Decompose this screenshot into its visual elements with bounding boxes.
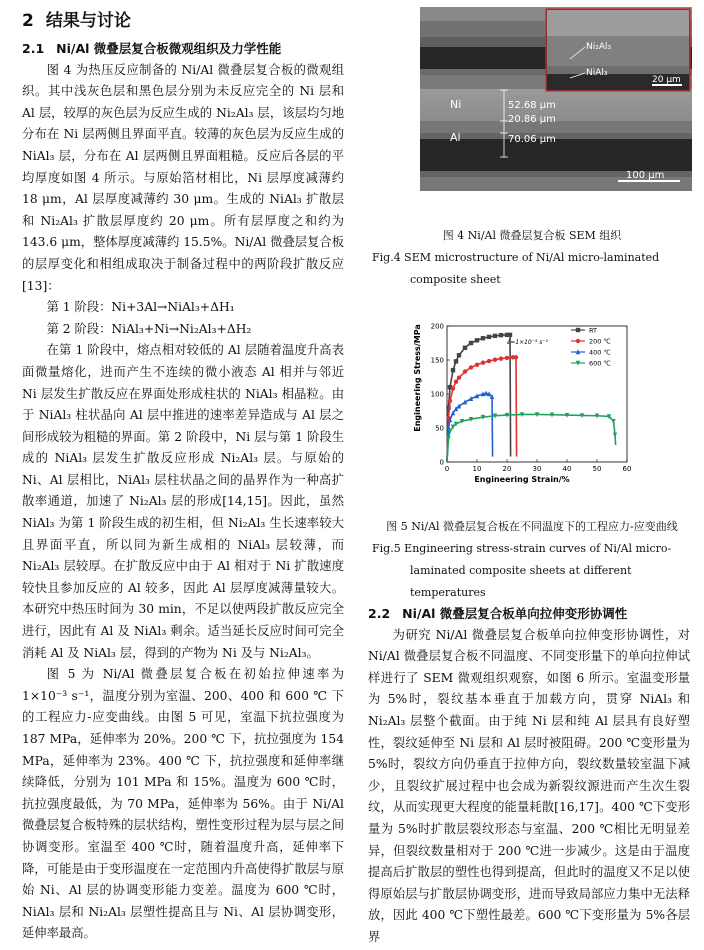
paragraph-1: 图 4 为热压反应制备的 Ni/Al 微叠层复合板的微观组织。其中浅灰色层和黑色层分别为未反应完全的 Ni 层和 Al 层，较厚的灰色层为反应生成的 Ni₂Al₃ 层，该层均匀地分布在 Ni 层两侧且界面平直。较薄的灰色层为反应生成的 NiAl₃ 层，分布在 Al 层两侧且界面粗糙。反应后各层的平均厚度如图 4 所示。与原始箔材相比，Ni 层厚度减薄约 18 μm，Al 层厚度减薄约 30 μm。生成的 NiAl₃ 扩散层和 Ni₂Al₃ 扩散层厚度约 20 μm。所有层厚度之和约为 143.6 μm，整体厚度减薄约 15.5%。Ni/Al 微叠层复合板的层厚变化和相组成取决于制备过程中的两阶段扩散反应[13]： xyxy=(22,62,344,293)
section-title xyxy=(22,6,131,31)
paragraph-right: 为研究 Ni/Al 微叠层复合板单向拉伸变形协调性，对 Ni/Al 微叠层复合板不同温度、不同变形量下的单向拉伸试样进行了 SEM 微观组织观察，如图 6 所示。室温变形量为 5%时，裂纹基本垂直于加载方向，贯穿 NiAl₃ 和 Ni₂Al₃ 层整个截面。由于纯 Ni 层和纯 Al 层具有良好塑性，裂纹延伸至 Ni 层和 Al 层时被阻碍。200 ℃变形量为 5%时，裂纹方向仍垂直于拉伸方向，裂纹数量较室温下减少，且裂纹扩展过程中也会成为新裂纹源进而产生次生裂纹，从而实现更大程度的能量耗散[16,17]。400 ℃下变形量为 5%时扩散层裂纹形态与室温、200 ℃相比无明显差异，但裂纹数量相对于 200 ℃进一步减少。这是由于温度提高后扩散层的塑性也得到提高，但此时的温度又不足以使得原始层与扩散层协调变形，进而导致局部应力集中无法释放，因此 400 ℃下塑性最差。600 ℃下变形量为 5%各层界 xyxy=(368,627,690,944)
fig4-measure-3: 70.06 μm xyxy=(508,134,556,145)
data-point xyxy=(487,359,491,363)
legend-entry: 600 ℃ xyxy=(589,359,611,368)
chart-marks xyxy=(446,327,617,463)
data-point xyxy=(508,333,512,337)
data-point xyxy=(451,386,455,390)
fig4-label-ni2al3: Ni₂Al₃ xyxy=(586,42,612,52)
section-number: 2 xyxy=(22,11,34,31)
data-point xyxy=(487,335,491,339)
data-point xyxy=(505,356,509,360)
series-line xyxy=(447,393,493,462)
legend-entry: 200 ℃ xyxy=(589,337,611,346)
subsection-2-1-title xyxy=(22,38,344,60)
subsection-number: 2.2 xyxy=(368,606,391,621)
x-tick-label: 10 xyxy=(472,465,482,473)
paragraph-2: 在第 1 阶段中，熔点相对较低的 Al 层随着温度升高表面微量熔化，进而产生不连续的微小液态 Al 相并与邻近 Ni 层发生扩散反应在界面处形成柱状的 NiAl₃ 相晶粒。由于 NiAl₃ 柱状晶向 Al 层中推进的速率差异造成与 Al 层之间形成较为粗糙的界面。第 2 阶段中，Ni 层与第 1 阶段生成的 NiAl₃ 层发生扩散反应形成 Ni₂Al₃ 层。与原始的 Ni、Al 层相比，NiAl₃ 层柱状晶之间的晶界作为一种高扩散率通道，加速了 Ni₂Al₃ 层的形成[14,15]。因此，虽然 NiAl₃ 为第 1 阶段生成的初生相，但 Ni₂Al₃ 生长速率较大且界面平直，所以同为新生成相的 NiAl₃ 层较薄，而 Ni₂Al₃ 层较厚。在扩散反应中由于 Al 相对于 Ni 扩散速度较快且参加反应的 Al 较多，因此 Al 层厚度减薄量较大。本研究中热压时间为 30 min，不足以使两段扩散反应完全进行，因此有 Al 及 NiAl₃ 剩余。适当延长反应时间可完全消耗 Al 及 NiAl₃ 层，得到的产物为 Ni 及与 Ni₂Al₃。 xyxy=(22,343,344,660)
subsection-heading: Ni/Al 微叠层复合板单向拉伸变形协调性 xyxy=(402,606,628,621)
x-tick-label: 50 xyxy=(592,465,602,473)
series-line xyxy=(447,414,616,462)
y-tick-label: 100 xyxy=(430,390,444,399)
legend-entry: 400 ℃ xyxy=(589,348,611,357)
subsection-2-2-title xyxy=(368,603,690,625)
data-point xyxy=(481,336,485,340)
data-point xyxy=(576,339,580,343)
plot-frame xyxy=(447,326,627,462)
x-tick-label: 20 xyxy=(502,465,512,473)
data-point xyxy=(514,355,518,359)
fig4-label-ni: Ni xyxy=(450,98,462,111)
data-point xyxy=(457,353,461,357)
data-point xyxy=(475,363,479,367)
data-point xyxy=(469,341,473,345)
x-tick-label: 60 xyxy=(622,465,632,473)
fig4-label-al: Al xyxy=(450,131,461,144)
data-point xyxy=(457,375,461,379)
y-tick-label: 200 xyxy=(430,322,444,331)
fig5-caption-cn: 图 5 Ni/Al 微叠层复合板在不同温度下的工程应力-应变曲线 xyxy=(386,520,678,533)
y-tick-label: 150 xyxy=(430,356,444,365)
data-point xyxy=(463,369,467,373)
data-point xyxy=(611,419,615,424)
stage-1-equation: 第 1 阶段：Ni+3Al→NiAl₃+ΔH₁ xyxy=(46,300,235,315)
data-point xyxy=(469,365,473,369)
stage-2-equation: 第 2 阶段：NiAl₃+Ni→Ni₂Al₃+ΔH₂ xyxy=(46,321,252,336)
y-axis-label: Engineering Stress/MPa xyxy=(413,324,422,432)
fig5-chart xyxy=(415,316,637,484)
fig4-caption xyxy=(372,225,692,291)
fig4-caption-cn: 图 4 Ni/Al 微叠层复合板 SEM 组织 xyxy=(442,229,622,242)
data-point xyxy=(454,380,458,384)
data-point xyxy=(613,433,617,438)
subsection-number: 2.1 xyxy=(22,41,45,56)
paragraph-3: 图 5 为 Ni/Al 微叠层复合板在初始拉伸速率为 1×10⁻³ s⁻¹，温度分别为室温、200、400 和 600 ℃ 下的工程应力-应变曲线。由图 5 可见，室温下抗拉强度为 187 MPa，延伸率为 20%。200 ℃ 下，抗拉强度为 154 MPa，延伸率为 23%。400 ℃ 下，抗拉强度和延伸率继续降低，分别为 101 MPa 和 15%。温度为 600 ℃时，抗拉强度最低，为 70 MPa，延伸率为 56%。由于 Ni/Al 微叠层复合板特殊的层状结构，塑性变形过程为层与层之间协调变形。室温至 400 ℃时，随着温度升高，延伸率下降，可能是由于变形温度在一定范围内升高使得扩散层与原始 Ni、Al 层的协调变形能力变差。温度为 600 ℃时，NiAl₃ 层和 Ni₂Al₃ 层塑性提高且与 Ni、Al 层协调变形，延伸率最高。 xyxy=(22,667,344,941)
subsection-heading: Ni/Al 微叠层复合板微观组织及力学性能 xyxy=(56,41,282,56)
fig5-caption xyxy=(372,516,692,604)
fig4-label-nial3: NiAl₃ xyxy=(586,68,608,78)
fig4-measure-1: 52.68 μm xyxy=(508,100,556,111)
section-heading: 结果与讨论 xyxy=(45,11,131,31)
series-line xyxy=(447,335,511,462)
data-point xyxy=(499,356,503,360)
data-point xyxy=(493,334,497,338)
x-tick-label: 0 xyxy=(444,465,450,473)
y-tick-label: 50 xyxy=(435,424,444,433)
data-point xyxy=(493,357,497,361)
x-axis-label: Engineering Strain/% xyxy=(474,475,570,484)
right-column xyxy=(368,603,690,949)
fig4-measure-2: 20.86 μm xyxy=(508,114,556,125)
data-point xyxy=(481,361,485,365)
fig4-scale: 100 μm xyxy=(626,170,665,181)
strain-rate-annotation: ε̇=1×10⁻³ s⁻¹ xyxy=(507,339,548,346)
data-point xyxy=(454,359,458,363)
data-point xyxy=(463,346,467,350)
data-point xyxy=(475,338,479,342)
y-tick-label: 0 xyxy=(439,458,444,467)
left-column xyxy=(22,38,344,945)
fig5-caption-en: Fig.5 Engineering stress-strain curves of Ni/Al micro-laminated composite sheets at different temperatures xyxy=(372,542,672,599)
data-point xyxy=(451,368,455,372)
data-point xyxy=(448,399,452,403)
x-tick-label: 30 xyxy=(532,465,542,473)
data-point xyxy=(499,333,503,337)
x-tick-label: 40 xyxy=(562,465,572,473)
fig4-sem-image xyxy=(420,7,692,191)
data-point xyxy=(576,328,580,332)
fig4-inset-scale: 20 μm xyxy=(652,75,681,85)
legend-entry: RT xyxy=(589,326,598,335)
fig4-caption-en: Fig.4 SEM microstructure of Ni/Al micro-laminated composite sheet xyxy=(372,251,660,286)
